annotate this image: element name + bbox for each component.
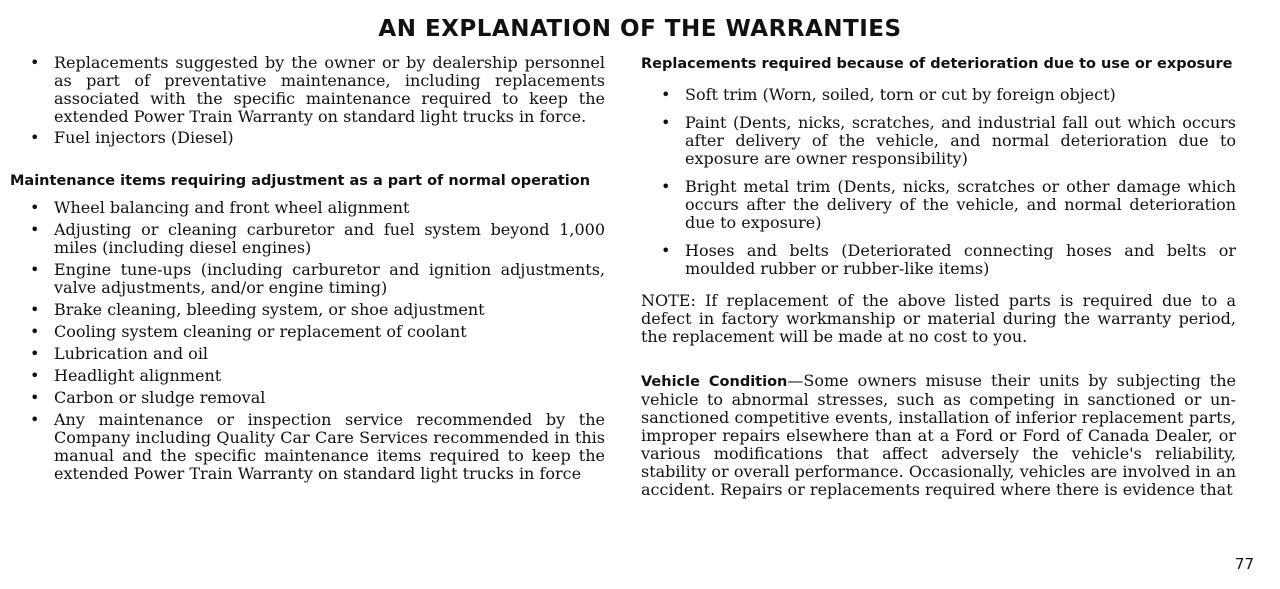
excluded-items-list [10, 54, 605, 147]
right-column [641, 54, 1236, 499]
maintenance-items-list [10, 199, 605, 483]
list-item: • Bright metal trim (Dents, nicks, scratches or other damage which occurs after the delivery of the vehicle, and normal deterioration due to exposure) [641, 178, 1236, 232]
list-item: • Wheel balancing and front wheel alignment [10, 199, 605, 217]
list-item: • Any maintenance or inspection service recommended by the Company including Quality Car Care Services recommended in this manual and the specific maintenance items required to keep the extended Power Train Warranty on standard light trucks in force [10, 411, 605, 483]
list-item: • Fuel injectors (Diesel) [10, 129, 605, 147]
maintenance-heading: Maintenance items requiring adjustment as a part of normal operation [10, 173, 591, 189]
list-item: • Paint (Dents, nicks, scratches, and industrial fall out which occurs after delivery of the vehicle, and normal deterioration due to exposure are owner responsibility) [641, 114, 1236, 168]
list-item: • Cooling system cleaning or replacement of coolant [10, 323, 605, 341]
list-item: • Hoses and belts (Deteriorated connecting hoses and belts or moulded rubber or rubber-like items) [641, 242, 1236, 278]
list-item: • Replacements suggested by the owner or by dealership personnel as part of preventative maintenance, including replacements associated with the specific maintenance required to keep the extended Power Train Warranty on standard light trucks in force. [10, 54, 605, 126]
vehicle-condition-paragraph [641, 372, 1236, 499]
list-item: • Headlight alignment [10, 367, 605, 385]
vehicle-condition-text: —Some owners misuse their units by subjecting the vehicle to abnormal stresses, such as competing in sanctioned or un-sanctioned competitive events, installation of inferior replacement parts, improper repairs elsewhere than at a Ford or Ford of Canada Dealer, or various modifications that affect adversely the vehicle's reliability, stability or overall performance. Occasionally, vehicles are involved in an accident. Repairs or replacements required where there is evidence that [641, 371, 1237, 499]
deterioration-heading: Replacements required because of deterioration due to use or exposure [641, 56, 1233, 72]
list-item: • Adjusting or cleaning carburetor and fuel system beyond 1,000 miles (including diesel engines) [10, 221, 605, 257]
note-paragraph: NOTE: If replacement of the above listed parts is required due to a defect in factory workmanship or material during the warranty period, the replacement will be made at no cost to you. [641, 291, 1236, 346]
list-item: • Engine tune-ups (including carburetor and ignition adjustments, valve adjustments, and/or engine timing) [10, 261, 605, 297]
left-column [10, 54, 605, 483]
page-number: 77 [1234, 555, 1254, 573]
list-item: • Lubrication and oil [10, 345, 605, 363]
vehicle-condition-label: Vehicle Condition [641, 374, 788, 390]
deterioration-items-list [641, 86, 1236, 278]
list-item: • Brake cleaning, bleeding system, or shoe adjustment [10, 301, 605, 319]
list-item: • Carbon or sludge removal [10, 389, 605, 407]
list-item: • Soft trim (Worn, soiled, torn or cut by foreign object) [641, 86, 1236, 104]
page-title: AN EXPLANATION OF THE WARRANTIES [378, 16, 902, 42]
